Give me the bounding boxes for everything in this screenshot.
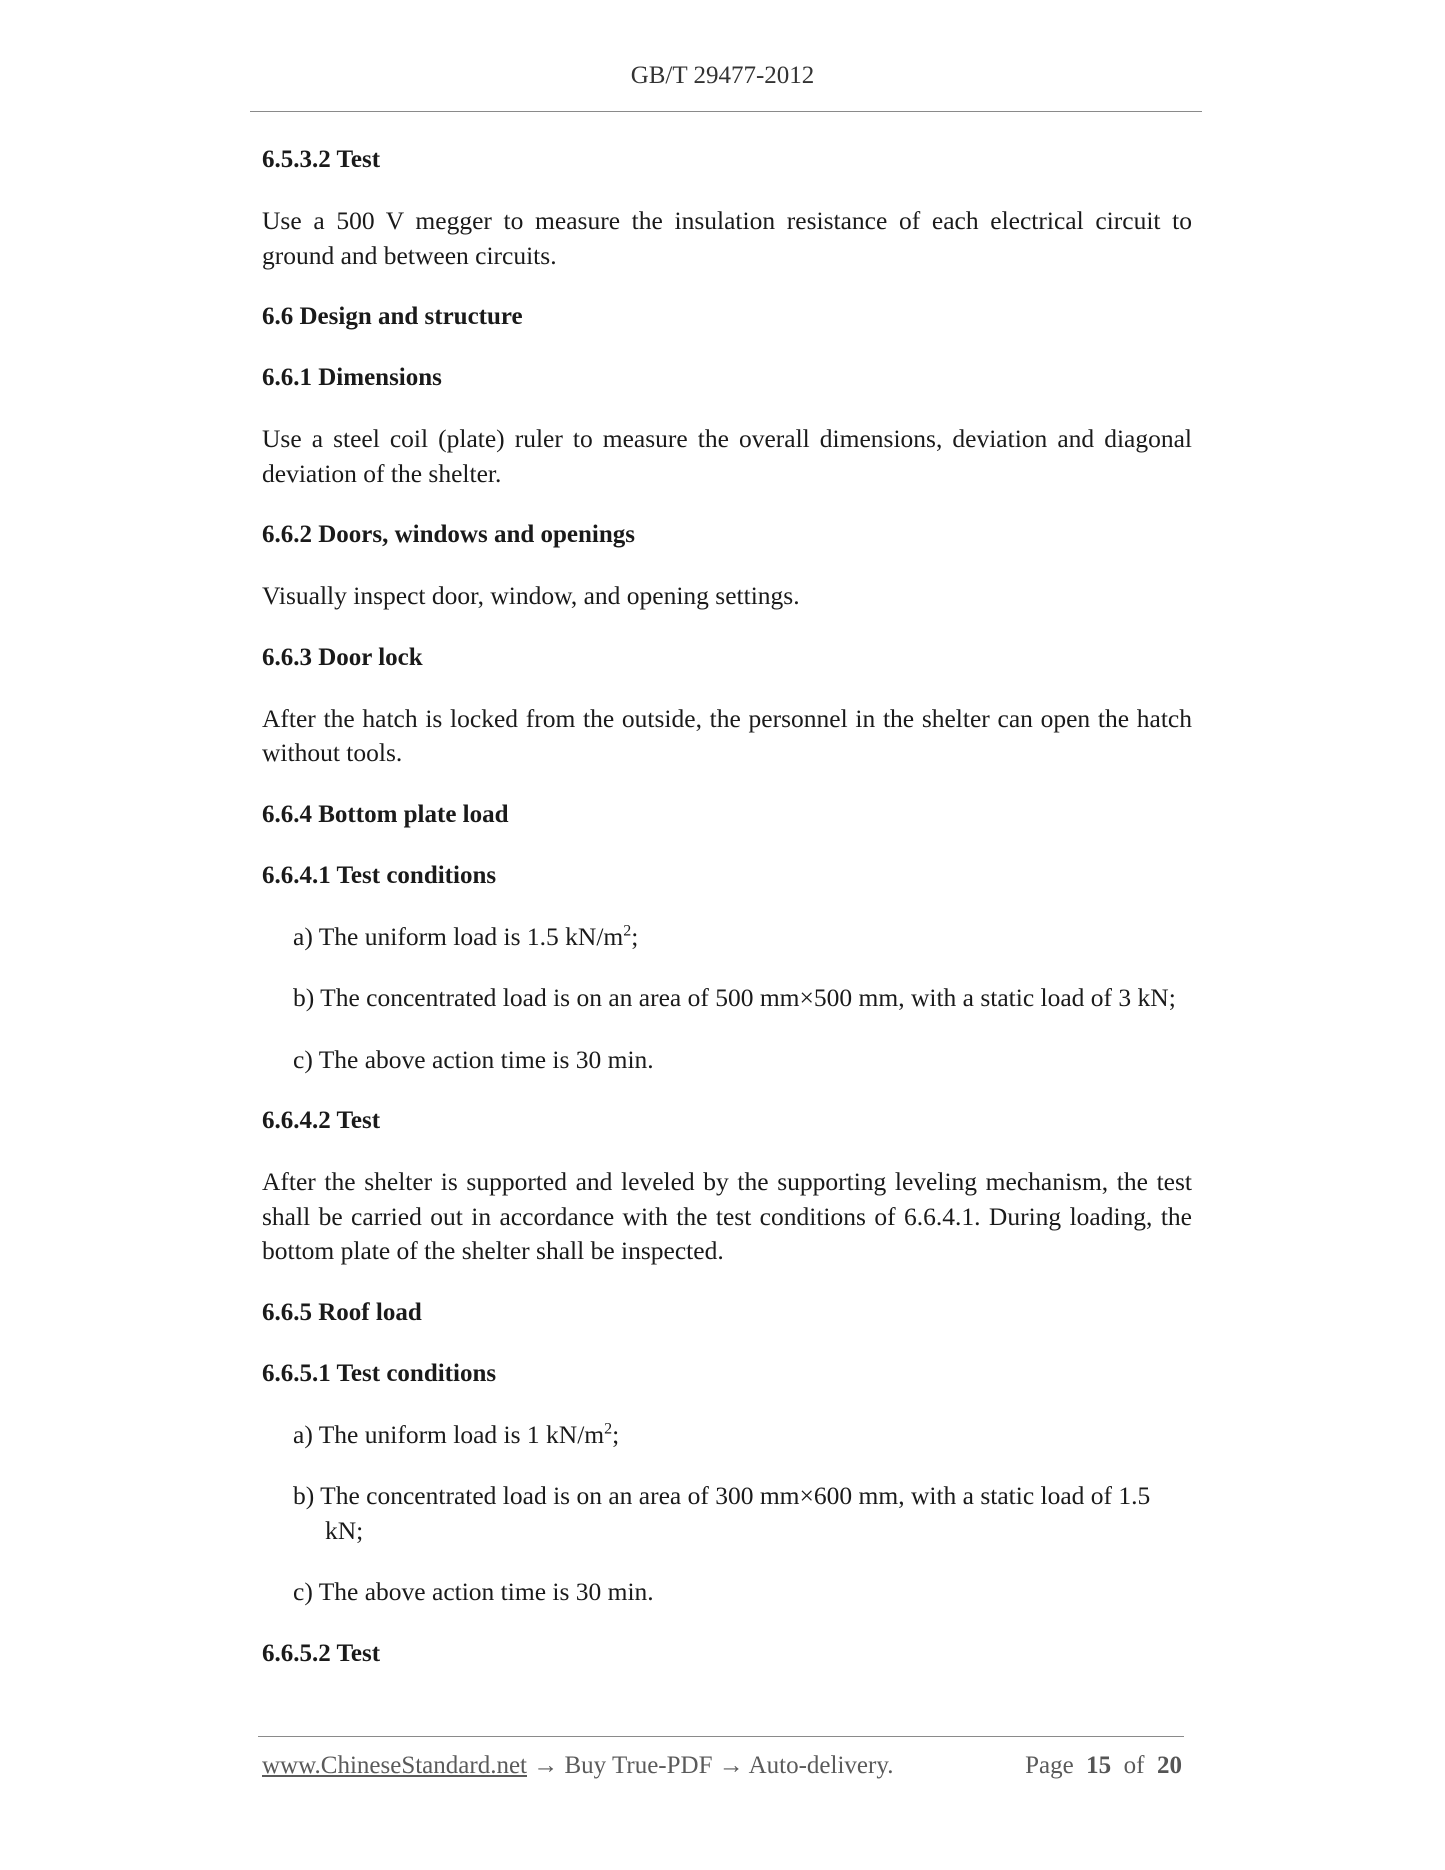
- footer-promo: [262, 1752, 893, 1780]
- page-indicator: [1025, 1752, 1182, 1780]
- section-heading: 6.5.3.2 Test: [262, 146, 381, 173]
- section-heading: 6.6.4.2 Test: [262, 1107, 381, 1134]
- section-paragraph: Visually inspect door, window, and opening settings.: [262, 581, 800, 610]
- section-heading: 6.6.3 Door lock: [262, 643, 423, 671]
- section-heading: 6.6.4 Bottom plate load: [262, 800, 509, 828]
- section-paragraph: Use a 500 V megger to measure the insulation resistance of each electrical circuit to ground and between circuits.: [262, 206, 1192, 270]
- document-body: [262, 143, 1192, 1698]
- section-heading: 6.6.2 Doors, windows and openings: [262, 521, 636, 548]
- list-item: c) The above action time is 30 min.: [293, 1577, 654, 1606]
- header-divider: [250, 111, 1202, 112]
- section-heading: 6.6.5.2 Test: [262, 1639, 381, 1667]
- list-item-text: a) The uniform load is 1.5 kN/m: [293, 921, 624, 951]
- page-header-standard-id: GB/T 29477-2012: [630, 62, 815, 89]
- list-item: b) The concentrated load is on an area of 500 mm×500 mm, with a static load of 3 kN;: [293, 983, 1176, 1012]
- list-item-text: a) The uniform load is 1 kN/m: [293, 1419, 605, 1449]
- list-item-punct: ;: [631, 921, 639, 951]
- superscript: 2: [623, 922, 632, 939]
- list-item: [293, 920, 1192, 955]
- section-heading: 6.6.1 Dimensions: [262, 364, 442, 391]
- list-item: c) The above action time is 30 min.: [293, 1044, 654, 1074]
- page-number: 15: [1086, 1752, 1112, 1779]
- footer-divider: [258, 1736, 1184, 1737]
- page-label: Page: [1025, 1752, 1074, 1779]
- section-paragraph: After the shelter is supported and leveled by the supporting leveling mechanism, the test shall be carried out in accordance with the test conditions of 6.6.4.1. During loading, the bottom plate of the shelter shall be inspected.: [262, 1167, 1192, 1265]
- superscript: 2: [604, 1420, 613, 1437]
- of-label: of: [1123, 1752, 1145, 1779]
- list-item: b) The concentrated load is on an area of 300 mm×600 mm, with a static load of 1.5 kN;: [293, 1481, 1151, 1545]
- section-paragraph: After the hatch is locked from the outside, the personnel in the shelter can open the hatch without tools.: [262, 703, 1192, 767]
- site-link[interactable]: www.ChineseStandard.net: [262, 1752, 527, 1779]
- section-heading: 6.6.5 Roof load: [262, 1298, 422, 1326]
- list-item: [293, 1418, 1192, 1453]
- page-total: 20: [1157, 1752, 1182, 1779]
- section-heading: 6.6 Design and structure: [262, 303, 523, 330]
- list-item-punct: ;: [612, 1419, 620, 1449]
- footer-promo-text: → Buy True-PDF → Auto-delivery.: [533, 1752, 894, 1779]
- section-heading: 6.6.4.1 Test conditions: [262, 861, 497, 889]
- section-paragraph: Use a steel coil (plate) ruler to measure the overall dimensions, deviation and diagonal deviation of the shelter.: [262, 424, 1192, 488]
- section-heading: 6.6.5.1 Test conditions: [262, 1359, 497, 1387]
